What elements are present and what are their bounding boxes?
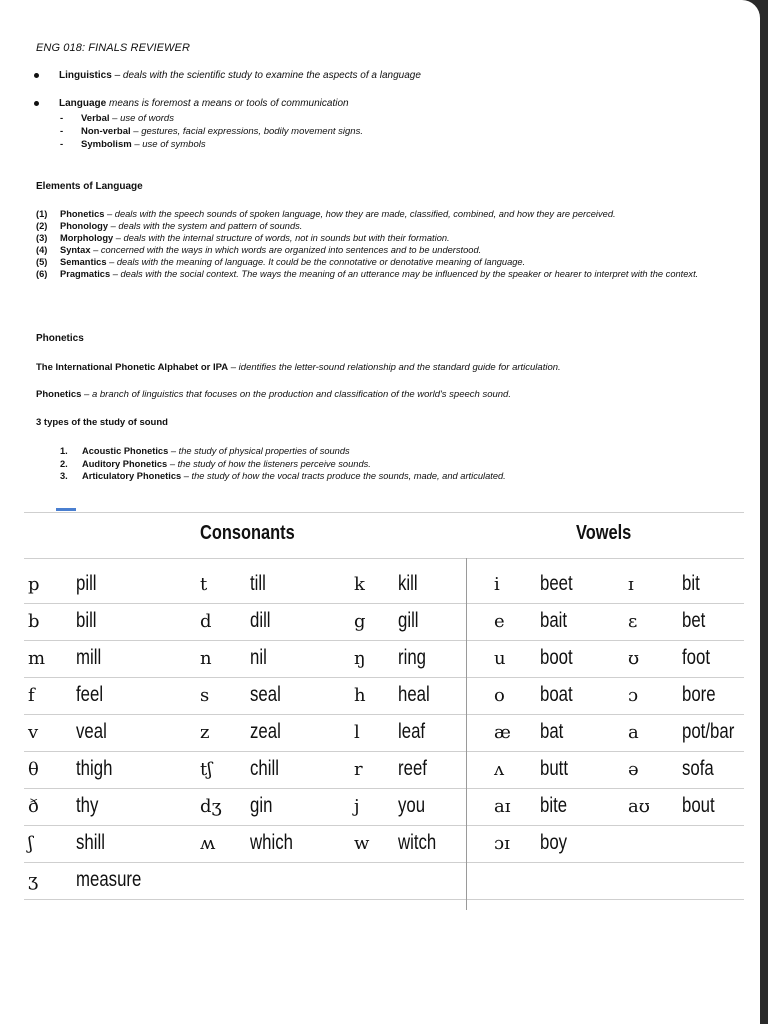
ipa-symbol: ʒ: [28, 870, 39, 891]
table-rule: [24, 677, 744, 678]
sound-study-types-list: [60, 445, 506, 483]
ipa-symbol: d: [200, 611, 212, 632]
example-word: ring: [398, 646, 427, 669]
item-number: (5): [36, 257, 48, 268]
ipa-symbol: o: [494, 685, 505, 706]
table-rule: [24, 899, 744, 900]
ipa-symbol: ʍ: [200, 833, 216, 854]
example-word: dill: [250, 609, 271, 632]
item-definition: use of words: [120, 113, 174, 124]
table-divider: [466, 558, 467, 910]
ipa-symbol: a: [628, 722, 639, 743]
example-word: pill: [76, 572, 97, 595]
item-definition: – the study of how the listeners perceive sounds.: [167, 458, 371, 469]
item-term: The International Phonetic Alphabet or IPA: [36, 362, 229, 373]
list-item: [36, 220, 736, 232]
table-rule: [24, 751, 744, 752]
example-word: sofa: [682, 757, 714, 780]
example-word: chill: [250, 757, 279, 780]
example-word: witch: [398, 831, 437, 854]
highlight-mark: [56, 508, 76, 511]
item-term: Pragmatics: [60, 269, 111, 280]
item-definition: – concerned with the ways in which words are organized into sentences and to be understood.: [90, 245, 482, 256]
item-number: (2): [36, 221, 48, 232]
example-word: bill: [76, 609, 97, 632]
bullet-term: Language: [59, 98, 107, 109]
item-term: Symbolism: [81, 139, 132, 150]
item-number: (4): [36, 245, 48, 256]
ipa-symbol: h: [354, 685, 366, 706]
item-number: 1.: [60, 446, 68, 456]
example-word: boat: [540, 683, 573, 706]
item-term: Phonetics: [60, 209, 105, 219]
item-number: (1): [36, 209, 48, 219]
ipa-symbol: b: [28, 611, 40, 632]
list-item: [60, 470, 506, 483]
list-item: [36, 208, 736, 220]
ipa-symbol: ʃ: [28, 833, 33, 854]
bullet-dot: [34, 73, 39, 78]
item-definition: – deals with the internal structure of words, not in sounds but with their formation.: [113, 233, 450, 244]
ipa-symbol: θ: [28, 759, 39, 780]
ipa-symbol: l: [354, 722, 360, 743]
example-word: boot: [540, 646, 573, 669]
ipa-symbol: s: [200, 685, 210, 706]
table-rule: [24, 640, 744, 641]
item-definition: – deals with the system and pattern of sounds.: [108, 221, 303, 232]
example-word: butt: [540, 757, 569, 780]
example-word: boy: [540, 831, 568, 854]
ipa-symbol: æ: [494, 722, 511, 743]
ipa-symbol: aʊ: [628, 796, 650, 817]
example-word: till: [250, 572, 266, 595]
example-word: beet: [540, 572, 573, 595]
bullet-dot: [34, 101, 39, 106]
example-word: you: [398, 794, 426, 817]
table-rule: [24, 825, 744, 826]
ipa-symbol: g: [354, 611, 366, 632]
ipa-symbol: f: [28, 685, 35, 706]
example-word: bit: [682, 572, 700, 595]
table-rule: [24, 714, 744, 715]
example-word: pot/bar: [682, 720, 735, 743]
item-definition: – the study of how the vocal tracts produce the sounds, made, and articulated.: [181, 471, 506, 481]
example-word: gin: [250, 794, 273, 817]
example-word: foot: [682, 646, 711, 669]
ipa-symbol: tʃ: [200, 759, 213, 780]
item-definition: – a branch of linguistics that focuses on the production and classification of the world's speech sound.: [81, 389, 511, 400]
example-word: bat: [540, 720, 564, 743]
ipa-symbol: aɪ: [494, 796, 511, 817]
list-item: - Symbolism – use of symbols: [60, 139, 206, 150]
ipa-symbol: ɛ: [628, 611, 638, 632]
ipa-symbol: u: [494, 648, 506, 669]
table-rule: [24, 558, 744, 559]
item-definition: – deals with the social context. The ways the meaning of an utterance may be influenced by the speaker or hearer to interpret with the context.: [110, 269, 699, 280]
example-word: bore: [682, 683, 716, 706]
item-sep: –: [109, 113, 121, 124]
list-item: [60, 458, 506, 471]
item-definition: – deals with the meaning of language. It could be the connotative or denotative meaning of language.: [106, 257, 526, 268]
ipa-symbol: k: [354, 574, 365, 595]
item-number: (6): [36, 269, 48, 280]
example-word: gill: [398, 609, 419, 632]
ipa-symbol: ɔ: [628, 685, 639, 706]
language-types-list: [60, 112, 363, 151]
bullet-sep: –: [111, 70, 123, 81]
ipa-symbol: m: [28, 648, 46, 669]
table-rule: [24, 512, 744, 513]
example-word: veal: [76, 720, 107, 743]
item-number: (3): [36, 233, 48, 244]
item-term: Phonetics: [36, 389, 82, 400]
item-number: 2.: [60, 458, 68, 469]
item-term: Phonology: [60, 221, 109, 232]
item-definition: use of symbols: [142, 139, 206, 150]
bullet-term: Linguistics: [59, 70, 112, 81]
ipa-definition: [36, 362, 561, 373]
example-word: measure: [76, 868, 142, 891]
ipa-symbol: ʊ: [628, 648, 640, 669]
ipa-symbol: j: [354, 796, 360, 817]
example-word: bout: [682, 794, 715, 817]
ipa-symbol: ð: [28, 796, 39, 817]
types-heading: 3 types of the study of sound: [36, 417, 168, 428]
bullet-definition: deals with the scientific study to examine the aspects of a language: [122, 70, 421, 81]
ipa-symbol: ɔɪ: [494, 833, 510, 854]
example-word: kill: [398, 572, 418, 595]
ipa-symbol: ə: [628, 759, 639, 780]
item-term: Morphology: [60, 233, 114, 244]
consonants-header: Consonants: [200, 522, 295, 544]
example-word: shill: [76, 831, 105, 854]
item-definition: – the study of physical properties of sounds: [168, 446, 350, 456]
ipa-symbol: ɪ: [628, 574, 634, 595]
item-definition: – identifies the letter-sound relationship and the standard guide for articulation.: [228, 362, 561, 373]
elements-heading: Elements of Language: [36, 181, 143, 192]
example-word: mill: [76, 646, 102, 669]
table-rule: [24, 603, 744, 604]
list-item: [36, 268, 736, 280]
example-word: leaf: [398, 720, 426, 743]
item-term: Auditory Phonetics: [82, 458, 168, 469]
ipa-symbol: z: [200, 722, 210, 743]
example-word: bet: [682, 609, 706, 632]
ipa-symbol: ŋ: [354, 648, 366, 669]
document-title: ENG 018: FINALS REVIEWER: [36, 42, 190, 54]
vowels-header: Vowels: [576, 522, 632, 544]
ipa-symbol: p: [28, 574, 40, 595]
table-rule: [24, 862, 744, 863]
phonetics-heading: Phonetics: [36, 333, 84, 344]
bullet-definition: means is foremost a means or tools of communication: [109, 98, 349, 109]
list-item: [36, 256, 736, 268]
item-term: Non-verbal: [81, 126, 131, 137]
example-word: heal: [398, 683, 430, 706]
example-word: bait: [540, 609, 568, 632]
elements-list: [36, 208, 736, 281]
ipa-symbol: v: [28, 722, 39, 743]
phonetics-definition: [36, 389, 511, 400]
example-word: feel: [76, 683, 104, 706]
example-word: nil: [250, 646, 267, 669]
example-word: thigh: [76, 757, 113, 780]
item-term: Articulatory Phonetics: [82, 471, 182, 481]
list-item: - Verbal – use of words: [60, 113, 174, 124]
ipa-symbol: i: [494, 574, 500, 595]
list-item: [36, 244, 736, 256]
table-rule: [24, 788, 744, 789]
ipa-symbol: ʌ: [494, 759, 505, 780]
ipa-symbol: w: [354, 833, 370, 854]
item-term: Verbal: [81, 113, 110, 124]
example-word: bite: [540, 794, 568, 817]
ipa-symbol: n: [200, 648, 212, 669]
item-term: Acoustic Phonetics: [82, 446, 169, 456]
example-word: thy: [76, 794, 99, 817]
item-term: Syntax: [60, 245, 91, 256]
item-definition: gestures, facial expressions, bodily movement signs.: [141, 126, 363, 137]
ipa-symbol: e: [494, 611, 505, 632]
example-word: zeal: [250, 720, 281, 743]
list-item: [36, 232, 736, 244]
item-number: 3.: [60, 471, 68, 481]
ipa-symbol: r: [354, 759, 363, 780]
example-word: seal: [250, 683, 281, 706]
item-term: Semantics: [60, 257, 107, 268]
item-sep: –: [131, 139, 143, 150]
example-word: reef: [398, 757, 427, 780]
example-word: which: [250, 831, 293, 854]
item-sep: –: [130, 126, 142, 137]
item-definition: – deals with the speech sounds of spoken language, how they are made, classified, combined, and how they are perceived.: [104, 209, 616, 219]
list-item: - Non-verbal – gestures, facial expressions, bodily movement signs.: [60, 126, 363, 137]
ipa-symbol: t: [200, 574, 208, 595]
list-item: [60, 445, 506, 458]
ipa-symbol: dʒ: [200, 796, 222, 817]
